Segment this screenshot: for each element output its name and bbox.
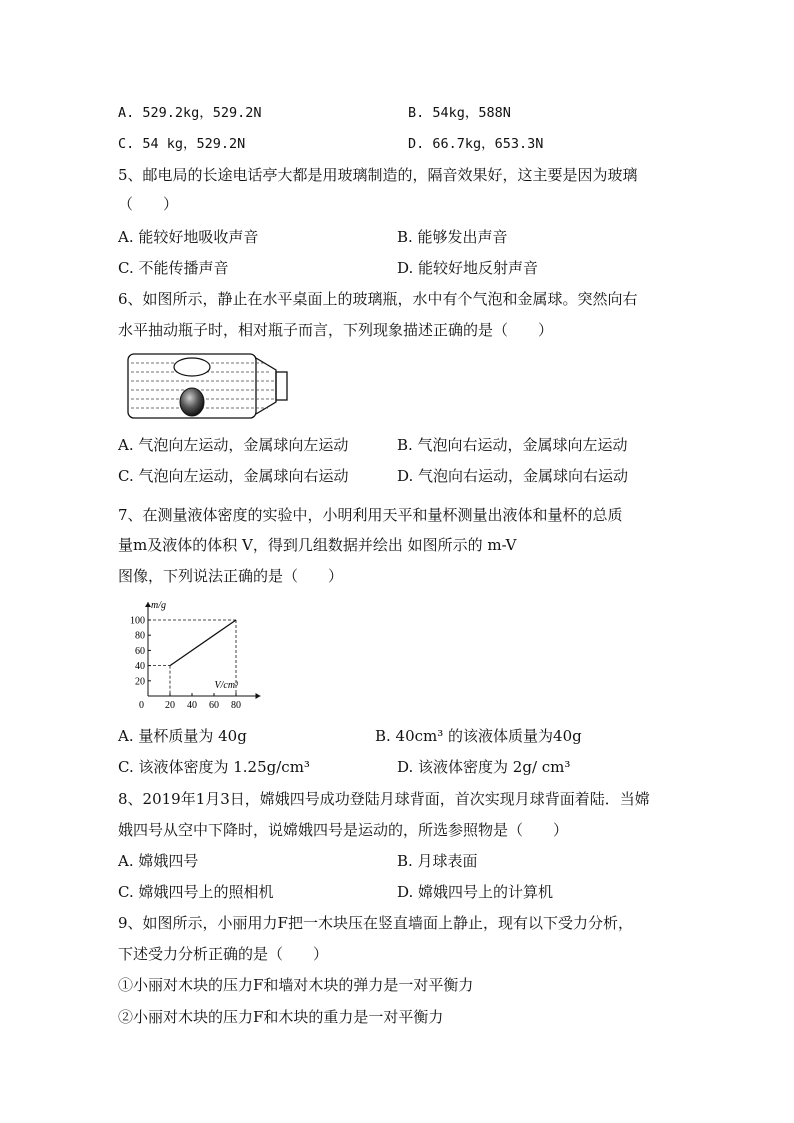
q8-stem-line2: 娥四号从空中下降时，说嫦娥四号是运动的，所选参照物是（ ） <box>118 821 569 839</box>
q6-option-b: B. 气泡向右运动，金属球向左运动 <box>397 436 628 454</box>
q4-option-d: D. 66.7kg，653.3N <box>408 136 544 152</box>
m-v-chart <box>118 596 298 708</box>
q7-stem-line1: 7、在测量液体密度的实验中，小明利用天平和量杯测量出液体和量杯的总质 <box>118 506 623 524</box>
q7-option-c: C. 该液体密度为 1.25g/cm³ <box>118 758 310 776</box>
q8-option-c: C. 嫦娥四号上的照相机 <box>118 883 274 901</box>
q4-option-a: A. 529.2kg，529.2N <box>118 105 262 121</box>
q5-option-c: C. 不能传播声音 <box>118 259 229 277</box>
q6-option-a: A. 气泡向左运动，金属球向左运动 <box>118 436 349 454</box>
x-tick-label: 80 <box>231 700 241 708</box>
q5-option-b: B. 能够发出声音 <box>397 228 508 246</box>
q5-stem-line2: （ ） <box>118 195 179 213</box>
bottle-neck <box>256 358 276 414</box>
x-axis-label: V/cm³ <box>214 680 239 691</box>
q8-option-d: D. 嫦娥四号上的计算机 <box>397 883 554 901</box>
x-tick-label: 20 <box>165 700 175 708</box>
q9-stem-line2: 下述受力分析正确的是（ ） <box>118 945 329 963</box>
origin-label: 0 <box>139 700 144 708</box>
q4-option-c: C. 54 kg，529.2N <box>118 136 246 152</box>
q8-stem-line1: 8、2019年1月3日，嫦娥四号成功登陆月球背面，首次实现月球背面着陆．当嫦 <box>118 790 650 808</box>
q8-option-b: B. 月球表面 <box>397 852 478 870</box>
x-tick-label: 40 <box>187 700 197 708</box>
x-tick-label: 60 <box>209 700 219 708</box>
air-bubble <box>174 358 210 376</box>
q7-option-a: A. 量杯质量为 40g <box>118 727 247 745</box>
q7-stem-line3: 图像，下列说法正确的是（ ） <box>118 567 344 585</box>
q6-stem-line2: 水平抽动瓶子时，相对瓶子而言，下列现象描述正确的是（ ） <box>118 321 554 339</box>
x-axis-arrow <box>256 693 261 699</box>
q9-statement-1: ①小丽对木块的压力F和墙对木块的弹力是一对平衡力 <box>118 976 474 994</box>
metal-ball <box>180 388 204 416</box>
q7-option-d: D. 该液体密度为 2g/ cm³ <box>397 758 571 776</box>
y-tick-label: 20 <box>135 676 145 688</box>
q5-option-a: A. 能较好地吸收声音 <box>118 228 259 246</box>
y-tick-label: 80 <box>135 630 145 642</box>
y-tick-label: 60 <box>135 645 145 657</box>
q9-statement-2: ②小丽对木块的压力F和木块的重力是一对平衡力 <box>118 1008 444 1026</box>
q5-stem-line1: 5、邮电局的长途电话亭大都是用玻璃制造的，隔音效果好，这主要是因为玻璃 <box>118 166 638 184</box>
q7-option-b: B. 40cm³ 的该液体质量为40g <box>375 727 582 745</box>
y-tick-label: 40 <box>135 661 145 673</box>
y-axis-label: m/g <box>151 600 166 611</box>
q8-option-a: A. 嫦娥四号 <box>118 852 199 870</box>
bottle-figure <box>126 352 292 424</box>
y-tick-label: 100 <box>130 615 145 627</box>
q6-option-d: D. 气泡向右运动，金属球向右运动 <box>397 467 629 485</box>
q7-stem-line2: 量m及液体的体积 V，得到几组数据并绘出 如图所示的 m-V <box>118 536 517 554</box>
bottle-cap <box>276 372 287 400</box>
q9-stem-line1: 9、如图所示，小丽用力F把一木块压在竖直墙面上静止，现有以下受力分析， <box>118 914 633 932</box>
q6-stem-line1: 6、如图所示，静止在水平桌面上的玻璃瓶，水中有个气泡和金属球。突然向右 <box>118 290 638 308</box>
q6-option-c: C. 气泡向左运动，金属球向右运动 <box>118 467 349 485</box>
q4-option-b: B. 54kg，588N <box>408 105 511 121</box>
q5-option-d: D. 能较好地反射声音 <box>397 259 539 277</box>
series-line <box>170 620 236 666</box>
